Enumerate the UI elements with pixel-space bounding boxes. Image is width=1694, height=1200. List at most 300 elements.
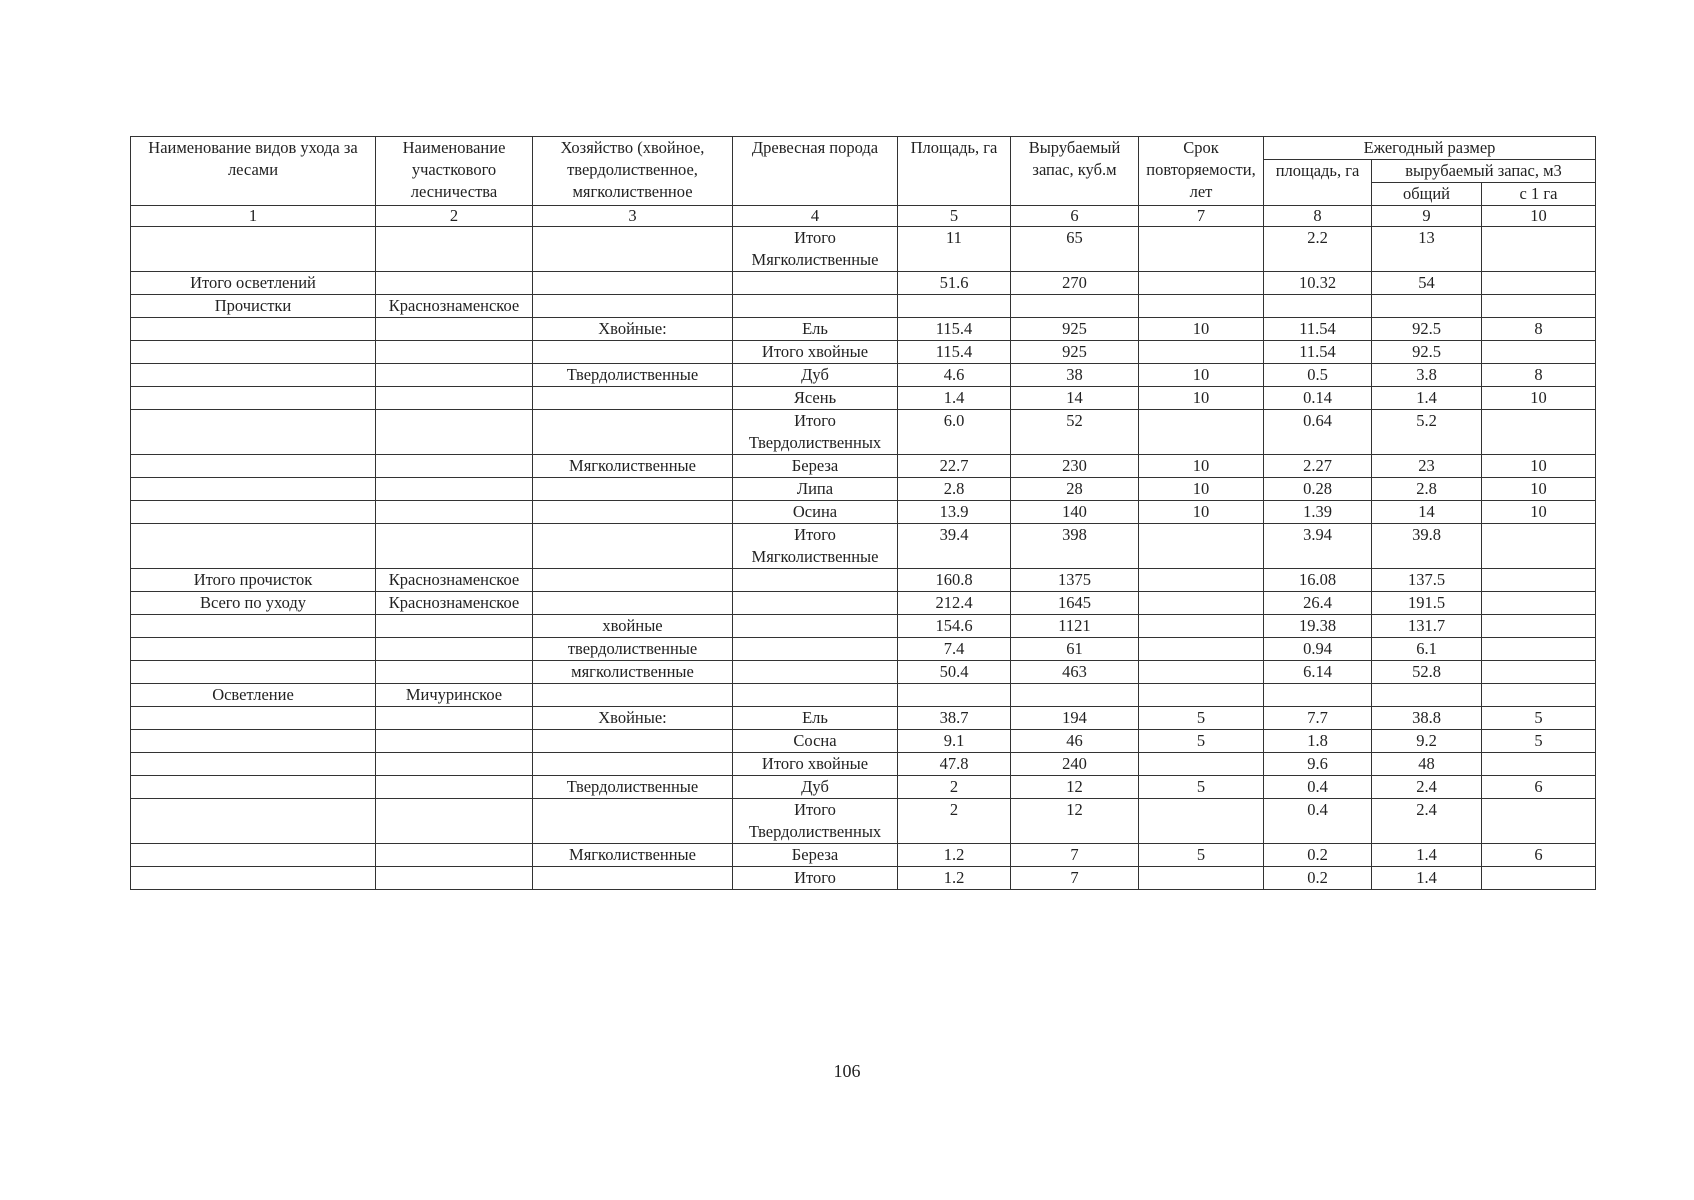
table-cell <box>131 661 376 684</box>
table-cell <box>533 410 733 455</box>
table-cell: 1645 <box>1011 592 1139 615</box>
table-row <box>131 364 1596 387</box>
table-cell <box>376 638 533 661</box>
table-cell: 28 <box>1011 478 1139 501</box>
table-row <box>131 341 1596 364</box>
table-cell: 463 <box>1011 661 1139 684</box>
table-cell: 8 <box>1482 364 1596 387</box>
table-cell: Итого Твердолиственных <box>733 799 898 844</box>
table-cell: 0.2 <box>1264 844 1372 867</box>
table-cell: 5.2 <box>1372 410 1482 455</box>
table-cell <box>131 341 376 364</box>
col-number: 5 <box>898 206 1011 227</box>
table-cell <box>533 684 733 707</box>
table-cell <box>1139 569 1264 592</box>
table-cell: 5 <box>1139 730 1264 753</box>
table-cell: Дуб <box>733 364 898 387</box>
table-cell <box>1139 753 1264 776</box>
table-cell: 14 <box>1372 501 1482 524</box>
table-cell: 0.14 <box>1264 387 1372 410</box>
table-cell: 1.2 <box>898 844 1011 867</box>
table-row <box>131 478 1596 501</box>
table-cell: 65 <box>1011 227 1139 272</box>
table-cell <box>533 867 733 890</box>
table-cell: 39.4 <box>898 524 1011 569</box>
table-cell: 9.1 <box>898 730 1011 753</box>
table-cell <box>376 272 533 295</box>
table-cell <box>1482 272 1596 295</box>
table-cell: Дуб <box>733 776 898 799</box>
table-cell: 6 <box>1482 776 1596 799</box>
table-cell: 10 <box>1139 387 1264 410</box>
table-cell: 19.38 <box>1264 615 1372 638</box>
table-cell: 154.6 <box>898 615 1011 638</box>
table-cell: мягколиственные <box>533 661 733 684</box>
table-row <box>131 730 1596 753</box>
table-row <box>131 753 1596 776</box>
table-cell: 12 <box>1011 799 1139 844</box>
table-cell: 2 <box>898 799 1011 844</box>
table-cell <box>376 776 533 799</box>
table-row <box>131 615 1596 638</box>
table-row <box>131 844 1596 867</box>
table-cell: 230 <box>1011 455 1139 478</box>
header-col-7: Срок повторяемости, лет <box>1139 137 1264 206</box>
table-cell: 8 <box>1482 318 1596 341</box>
table-cell: Ель <box>733 707 898 730</box>
table-cell: 131.7 <box>1372 615 1482 638</box>
table-cell <box>1482 524 1596 569</box>
table-cell <box>533 592 733 615</box>
table-cell <box>131 227 376 272</box>
table-cell: Твердолиственные <box>533 776 733 799</box>
col-number: 3 <box>533 206 733 227</box>
table-cell <box>131 410 376 455</box>
table-cell: Краснознаменское <box>376 569 533 592</box>
table-cell: Хвойные: <box>533 318 733 341</box>
table-cell: Всего по уходу <box>131 592 376 615</box>
table-cell: 10 <box>1139 318 1264 341</box>
table-cell <box>1482 867 1596 890</box>
table-cell: Ясень <box>733 387 898 410</box>
table-cell: 7.7 <box>1264 707 1372 730</box>
table-row <box>131 387 1596 410</box>
table-cell: 6.0 <box>898 410 1011 455</box>
table-cell: 10 <box>1482 478 1596 501</box>
table-cell: 10 <box>1139 364 1264 387</box>
table-cell <box>1139 615 1264 638</box>
table-cell: Итого Мягколиственные <box>733 227 898 272</box>
table-cell: 194 <box>1011 707 1139 730</box>
col-number: 9 <box>1372 206 1482 227</box>
table-cell <box>376 227 533 272</box>
table-row <box>131 799 1596 844</box>
table-cell: 1.4 <box>1372 867 1482 890</box>
table-cell: 11.54 <box>1264 318 1372 341</box>
table-cell <box>376 844 533 867</box>
table-cell <box>533 387 733 410</box>
table-cell <box>533 753 733 776</box>
table-cell: Мягколиственные <box>533 455 733 478</box>
table-cell: 39.8 <box>1372 524 1482 569</box>
table-row <box>131 592 1596 615</box>
table-cell <box>533 272 733 295</box>
table-cell: твердолиственные <box>533 638 733 661</box>
table-cell <box>1482 592 1596 615</box>
table-cell <box>733 592 898 615</box>
table-cell <box>1139 295 1264 318</box>
table-cell: 11 <box>898 227 1011 272</box>
table-cell <box>131 364 376 387</box>
table-row <box>131 707 1596 730</box>
table-cell: 92.5 <box>1372 341 1482 364</box>
table-cell: Итого <box>733 867 898 890</box>
table-cell: 7.4 <box>898 638 1011 661</box>
table-cell <box>1139 684 1264 707</box>
table-cell: 1.4 <box>898 387 1011 410</box>
col-number: 1 <box>131 206 376 227</box>
table-cell <box>131 799 376 844</box>
table-cell <box>533 478 733 501</box>
table-row <box>131 638 1596 661</box>
table-cell <box>1372 684 1482 707</box>
table-cell <box>131 730 376 753</box>
table-cell: 0.28 <box>1264 478 1372 501</box>
col-number: 6 <box>1011 206 1139 227</box>
column-number-row <box>131 206 1596 227</box>
table-cell: 925 <box>1011 341 1139 364</box>
table-cell: 52.8 <box>1372 661 1482 684</box>
table-row <box>131 524 1596 569</box>
header-annual-area: площадь, га <box>1264 160 1372 206</box>
table-row <box>131 569 1596 592</box>
col-number: 10 <box>1482 206 1596 227</box>
table-cell: Береза <box>733 844 898 867</box>
table-cell <box>1139 227 1264 272</box>
table-cell <box>131 501 376 524</box>
table-cell: 26.4 <box>1264 592 1372 615</box>
table-cell <box>1482 227 1596 272</box>
table-cell <box>1264 684 1372 707</box>
table-cell: 0.4 <box>1264 776 1372 799</box>
table-row <box>131 661 1596 684</box>
table-cell <box>533 341 733 364</box>
table-cell <box>733 272 898 295</box>
table-cell: 16.08 <box>1264 569 1372 592</box>
table-cell <box>376 707 533 730</box>
table-header <box>131 137 1596 227</box>
table-row <box>131 272 1596 295</box>
table-cell: 92.5 <box>1372 318 1482 341</box>
table-cell <box>533 501 733 524</box>
table-cell: Липа <box>733 478 898 501</box>
table-cell: 3.8 <box>1372 364 1482 387</box>
table-cell: 1.4 <box>1372 844 1482 867</box>
table-cell: 10 <box>1139 478 1264 501</box>
table-cell <box>376 799 533 844</box>
table-cell <box>131 707 376 730</box>
table-cell <box>898 684 1011 707</box>
table-cell <box>376 478 533 501</box>
table-cell <box>1139 410 1264 455</box>
table-cell: 115.4 <box>898 341 1011 364</box>
table-cell: 7 <box>1011 867 1139 890</box>
table-row <box>131 410 1596 455</box>
table-cell: 0.64 <box>1264 410 1372 455</box>
table-cell <box>1139 272 1264 295</box>
table-cell <box>376 318 533 341</box>
table-cell: 10 <box>1482 501 1596 524</box>
table-cell <box>1372 295 1482 318</box>
table-cell <box>733 569 898 592</box>
header-col-6: Вырубаемый запас, куб.м <box>1011 137 1139 206</box>
table-cell: 13.9 <box>898 501 1011 524</box>
table-cell <box>1139 799 1264 844</box>
table-cell <box>533 227 733 272</box>
table-cell: 38.8 <box>1372 707 1482 730</box>
table-cell: Краснознаменское <box>376 592 533 615</box>
table-cell <box>533 799 733 844</box>
table-cell <box>533 295 733 318</box>
table-cell: 2.27 <box>1264 455 1372 478</box>
table-row <box>131 867 1596 890</box>
table-cell: 398 <box>1011 524 1139 569</box>
table-cell: Мягколиственные <box>533 844 733 867</box>
table-cell <box>1482 341 1596 364</box>
table-cell <box>376 524 533 569</box>
table-cell <box>733 661 898 684</box>
table-cell <box>1482 295 1596 318</box>
table-cell: 61 <box>1011 638 1139 661</box>
table-body <box>131 227 1596 890</box>
table-cell: 22.7 <box>898 455 1011 478</box>
table-cell: 12 <box>1011 776 1139 799</box>
table-cell: Хвойные: <box>533 707 733 730</box>
forest-care-table <box>130 136 1596 890</box>
table-cell: 10 <box>1139 501 1264 524</box>
table-row <box>131 318 1596 341</box>
col-number: 2 <box>376 206 533 227</box>
table-cell: 2.8 <box>1372 478 1482 501</box>
table-cell <box>376 501 533 524</box>
table-cell: 925 <box>1011 318 1139 341</box>
table-cell <box>376 867 533 890</box>
table-cell: 5 <box>1139 844 1264 867</box>
table-cell: 10 <box>1139 455 1264 478</box>
table-cell <box>1482 638 1596 661</box>
table-cell: 6.1 <box>1372 638 1482 661</box>
table-cell: 2.8 <box>898 478 1011 501</box>
table-cell: 5 <box>1482 707 1596 730</box>
table-cell: 5 <box>1139 776 1264 799</box>
table-cell <box>376 364 533 387</box>
table-cell <box>131 844 376 867</box>
table-cell <box>1139 638 1264 661</box>
table-cell: Береза <box>733 455 898 478</box>
table-cell: 1121 <box>1011 615 1139 638</box>
table-cell: Осветление <box>131 684 376 707</box>
table-cell: Итого хвойные <box>733 341 898 364</box>
table-row <box>131 776 1596 799</box>
table-cell <box>131 776 376 799</box>
table-cell <box>1011 295 1139 318</box>
table-cell: Итого хвойные <box>733 753 898 776</box>
table-cell <box>376 455 533 478</box>
table-cell: 1.4 <box>1372 387 1482 410</box>
table-cell: 1.2 <box>898 867 1011 890</box>
table-cell <box>1482 410 1596 455</box>
table-cell <box>1482 753 1596 776</box>
header-col-2: Наименование участкового лесничества <box>376 137 533 206</box>
header-annual-volume: вырубаемый запас, м3 <box>1372 160 1596 183</box>
table-cell: Итого Мягколиственные <box>733 524 898 569</box>
table-cell: 1.8 <box>1264 730 1372 753</box>
table-cell: Твердолиственные <box>533 364 733 387</box>
table-cell: Прочистки <box>131 295 376 318</box>
table-cell: Мичуринское <box>376 684 533 707</box>
table-cell: 14 <box>1011 387 1139 410</box>
table-cell <box>733 684 898 707</box>
table-cell: 240 <box>1011 753 1139 776</box>
table-cell <box>1264 295 1372 318</box>
table-cell: 0.94 <box>1264 638 1372 661</box>
table-cell: 5 <box>1482 730 1596 753</box>
header-annual-total: общий <box>1372 183 1482 206</box>
table-cell: Осина <box>733 501 898 524</box>
table-cell: 52 <box>1011 410 1139 455</box>
table-cell: 6.14 <box>1264 661 1372 684</box>
table-cell: 3.94 <box>1264 524 1372 569</box>
table-row <box>131 455 1596 478</box>
header-col-3: Хозяйство (хвойное, твердолиственное, мягколиственное <box>533 137 733 206</box>
table-cell: 160.8 <box>898 569 1011 592</box>
table-cell: 38.7 <box>898 707 1011 730</box>
header-col-5: Площадь, га <box>898 137 1011 206</box>
table-cell: 115.4 <box>898 318 1011 341</box>
col-number: 4 <box>733 206 898 227</box>
table-cell <box>733 295 898 318</box>
table-cell: 46 <box>1011 730 1139 753</box>
table-cell <box>376 661 533 684</box>
table-cell: 270 <box>1011 272 1139 295</box>
table-cell <box>1482 661 1596 684</box>
table-cell: 1.39 <box>1264 501 1372 524</box>
table-cell <box>1139 867 1264 890</box>
table-cell <box>1139 341 1264 364</box>
table-cell: 54 <box>1372 272 1482 295</box>
table-cell: 48 <box>1372 753 1482 776</box>
table-cell: 2.4 <box>1372 776 1482 799</box>
col-number: 7 <box>1139 206 1264 227</box>
table-cell <box>131 478 376 501</box>
table-cell <box>376 753 533 776</box>
table-cell <box>131 753 376 776</box>
table-cell <box>1482 569 1596 592</box>
table-cell <box>1482 615 1596 638</box>
table-cell: 4.6 <box>898 364 1011 387</box>
table-cell: 2 <box>898 776 1011 799</box>
table-cell: Итого Твердолиственных <box>733 410 898 455</box>
table-cell: Краснознаменское <box>376 295 533 318</box>
table-row <box>131 684 1596 707</box>
table-cell: 38 <box>1011 364 1139 387</box>
table-cell: 0.4 <box>1264 799 1372 844</box>
table-cell <box>1139 592 1264 615</box>
table-cell: 10 <box>1482 455 1596 478</box>
table-cell: 9.6 <box>1264 753 1372 776</box>
table-cell <box>131 615 376 638</box>
table-cell <box>376 410 533 455</box>
table-cell: 2.4 <box>1372 799 1482 844</box>
table-cell <box>1139 661 1264 684</box>
table-cell: 1375 <box>1011 569 1139 592</box>
table-cell: 212.4 <box>898 592 1011 615</box>
table-cell <box>376 730 533 753</box>
table-cell: 10.32 <box>1264 272 1372 295</box>
table-cell <box>131 524 376 569</box>
table-cell <box>131 455 376 478</box>
table-cell: 2.2 <box>1264 227 1372 272</box>
header-col-1: Наименование видов ухода за лесами <box>131 137 376 206</box>
table-cell: 191.5 <box>1372 592 1482 615</box>
table-cell: 10 <box>1482 387 1596 410</box>
table-cell <box>1482 684 1596 707</box>
header-annual-per-ha: с 1 га <box>1482 183 1596 206</box>
table-row <box>131 501 1596 524</box>
table-cell: хвойные <box>533 615 733 638</box>
table-cell <box>898 295 1011 318</box>
table-cell <box>131 318 376 341</box>
table-cell: 11.54 <box>1264 341 1372 364</box>
table-cell <box>733 638 898 661</box>
table-cell <box>733 615 898 638</box>
table-cell: Итого прочисток <box>131 569 376 592</box>
table-cell <box>376 341 533 364</box>
table-row <box>131 227 1596 272</box>
table-cell: 0.5 <box>1264 364 1372 387</box>
table-cell <box>376 615 533 638</box>
table-cell: 23 <box>1372 455 1482 478</box>
table-cell: 7 <box>1011 844 1139 867</box>
header-col-4: Древесная порода <box>733 137 898 206</box>
table-cell: 140 <box>1011 501 1139 524</box>
table-cell <box>533 524 733 569</box>
col-number: 8 <box>1264 206 1372 227</box>
table-cell: 9.2 <box>1372 730 1482 753</box>
table-cell <box>131 387 376 410</box>
table-row <box>131 295 1596 318</box>
table-cell <box>376 387 533 410</box>
table-cell <box>1011 684 1139 707</box>
table-cell: 6 <box>1482 844 1596 867</box>
page-number: 106 <box>833 1061 861 1081</box>
table-cell: 50.4 <box>898 661 1011 684</box>
table-cell: 0.2 <box>1264 867 1372 890</box>
table-cell: Ель <box>733 318 898 341</box>
table-cell: 47.8 <box>898 753 1011 776</box>
table-cell <box>131 867 376 890</box>
table-cell: 13 <box>1372 227 1482 272</box>
table-cell: 51.6 <box>898 272 1011 295</box>
table-cell: 137.5 <box>1372 569 1482 592</box>
table-cell: Сосна <box>733 730 898 753</box>
header-annual: Ежегодный размер <box>1264 137 1596 160</box>
table-cell <box>533 730 733 753</box>
table-cell <box>131 638 376 661</box>
table-cell: Итого осветлений <box>131 272 376 295</box>
table-cell <box>533 569 733 592</box>
table-cell <box>1482 799 1596 844</box>
